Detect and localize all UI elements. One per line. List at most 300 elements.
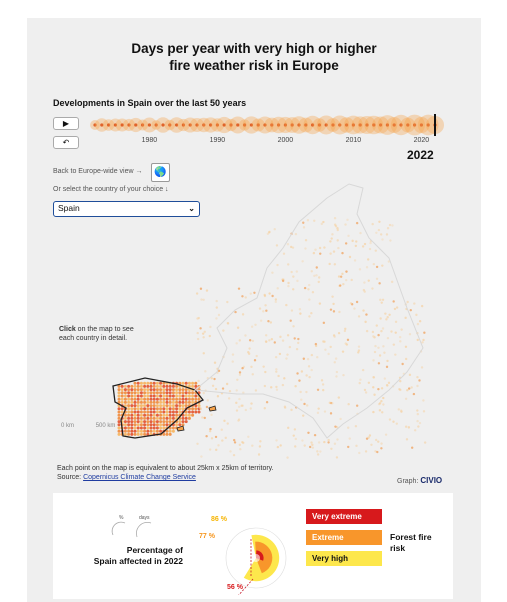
- heat-dot: [146, 414, 149, 417]
- heat-dot: [121, 401, 124, 404]
- heat-dot: [396, 306, 398, 308]
- heat-dot: [140, 433, 143, 436]
- heat-dot: [121, 398, 124, 401]
- heat-dot: [127, 433, 130, 436]
- heat-dot: [162, 395, 165, 398]
- pct-extreme: 77 %: [199, 533, 215, 540]
- heat-dot: [209, 448, 211, 450]
- heat-dot: [124, 430, 127, 433]
- heat-dot: [153, 414, 156, 417]
- heat-dot: [373, 263, 375, 265]
- heat-dot: [178, 420, 181, 423]
- heat-dot: [279, 444, 281, 446]
- heat-dot: [418, 379, 420, 381]
- heat-dot: [310, 312, 312, 314]
- heat-dot: [371, 223, 373, 225]
- heat-dot: [229, 390, 231, 392]
- heat-dot: [408, 387, 410, 389]
- heat-dot: [254, 324, 256, 326]
- heat-dot: [182, 388, 185, 391]
- heat-dot: [364, 321, 366, 323]
- heat-dot: [156, 417, 159, 420]
- heat-dot: [317, 407, 319, 409]
- heat-dot: [318, 441, 320, 443]
- heat-dot: [130, 404, 133, 407]
- heat-dot: [313, 220, 315, 222]
- heat-dot: [204, 331, 206, 333]
- heat-dot: [316, 356, 318, 358]
- heat-dot: [150, 404, 153, 407]
- heat-dot: [169, 395, 172, 398]
- heat-dot: [118, 417, 121, 420]
- heat-dot: [143, 427, 146, 430]
- heat-dot: [351, 240, 353, 242]
- heat-dot: [355, 445, 357, 447]
- heat-dot: [394, 308, 396, 310]
- heat-dot: [414, 429, 416, 431]
- heat-dot: [290, 409, 292, 411]
- heat-dot: [309, 446, 311, 448]
- heat-dot: [294, 445, 296, 447]
- heat-dot: [311, 270, 313, 272]
- heat-dot: [214, 362, 216, 364]
- heat-dot: [203, 352, 205, 354]
- heat-dot: [166, 388, 169, 391]
- europe-view-button[interactable]: [151, 163, 170, 182]
- heat-dot: [404, 317, 406, 319]
- heat-dot: [143, 401, 146, 404]
- heat-dot: [379, 402, 381, 404]
- heat-dot: [153, 417, 156, 420]
- heat-dot: [182, 404, 185, 407]
- heat-dot: [140, 382, 143, 385]
- heat-dot: [355, 245, 357, 247]
- heat-dot: [118, 391, 121, 394]
- heat-dot: [134, 404, 137, 407]
- heat-dot: [150, 391, 153, 394]
- heat-dot: [328, 263, 330, 265]
- heat-dot: [191, 411, 194, 414]
- heat-dot: [156, 398, 159, 401]
- heat-dot: [345, 242, 347, 244]
- heat-dot: [215, 300, 217, 302]
- heat-dot: [267, 320, 269, 322]
- heat-dot: [408, 426, 410, 428]
- play-button[interactable]: [53, 117, 79, 130]
- heat-dot: [346, 219, 348, 221]
- heat-dot: [406, 389, 408, 391]
- heat-dot: [381, 387, 383, 389]
- heat-dot: [386, 366, 388, 368]
- heat-dot: [175, 385, 178, 388]
- heat-dot: [236, 379, 238, 381]
- heat-dot: [118, 420, 121, 423]
- heat-dot: [406, 301, 408, 303]
- heat-dot: [150, 407, 153, 410]
- heat-dot: [166, 420, 169, 423]
- heat-dot: [264, 371, 266, 373]
- heat-dot: [137, 385, 140, 388]
- heat-dot: [327, 441, 329, 443]
- heat-dot: [215, 317, 217, 319]
- timeline-dot[interactable]: [148, 123, 151, 126]
- heat-dot: [365, 313, 367, 315]
- heat-dot: [366, 330, 368, 332]
- heat-dot: [413, 393, 415, 395]
- heat-dot: [290, 246, 292, 248]
- heat-dot: [384, 312, 386, 314]
- heat-dot: [284, 406, 286, 408]
- heat-dot: [389, 224, 391, 226]
- heat-dot: [359, 268, 361, 270]
- heat-dot: [410, 309, 412, 311]
- heat-dot: [338, 396, 340, 398]
- heat-dot: [156, 427, 159, 430]
- heat-dot: [239, 444, 241, 446]
- heat-dot: [191, 391, 194, 394]
- heat-dot: [235, 402, 237, 404]
- heat-dot: [211, 437, 213, 439]
- heat-dot: [345, 342, 347, 344]
- heat-dot: [194, 407, 197, 410]
- heat-dot: [134, 430, 137, 433]
- heat-dot: [188, 391, 191, 394]
- heat-dot: [366, 266, 368, 268]
- heat-dot: [377, 334, 379, 336]
- heat-dot: [169, 391, 172, 394]
- heat-dot: [185, 414, 188, 417]
- heat-dot: [130, 427, 133, 430]
- heat-dot: [332, 303, 334, 305]
- heat-dot: [275, 368, 277, 370]
- heat-dot: [296, 372, 298, 374]
- heat-dot: [124, 433, 127, 436]
- heat-dot: [215, 449, 217, 451]
- heat-dot: [337, 247, 339, 249]
- heat-dot: [405, 346, 407, 348]
- heat-dot: [137, 414, 140, 417]
- heat-dot: [301, 370, 303, 372]
- heat-dot: [121, 407, 124, 410]
- heat-dot: [423, 410, 425, 412]
- heat-dot: [322, 389, 324, 391]
- heat-dot: [140, 417, 143, 420]
- heat-dot: [175, 391, 178, 394]
- heat-dot: [127, 407, 130, 410]
- heat-dot: [137, 433, 140, 436]
- heat-dot: [367, 436, 369, 438]
- heat-dot: [159, 417, 162, 420]
- heat-dot: [367, 258, 369, 260]
- heat-dot: [258, 453, 260, 455]
- heat-dot: [299, 391, 301, 393]
- mini-days-label: days: [139, 515, 150, 521]
- heat-dot: [185, 395, 188, 398]
- heat-dot: [127, 395, 130, 398]
- heat-dot: [217, 444, 219, 446]
- heat-dot: [137, 420, 140, 423]
- heat-dot: [398, 408, 400, 410]
- heat-dot: [134, 411, 137, 414]
- heat-dot: [159, 395, 162, 398]
- pct-very-extreme: 56 %: [227, 584, 243, 591]
- heat-dot: [146, 388, 149, 391]
- heat-dot: [359, 379, 361, 381]
- heat-dot: [162, 404, 165, 407]
- heat-dot: [292, 325, 294, 327]
- heat-dot: [172, 395, 175, 398]
- heat-dot: [227, 322, 229, 324]
- heat-dot: [365, 391, 367, 393]
- heat-dot: [162, 420, 165, 423]
- heat-dot: [298, 379, 300, 381]
- timeline-slider[interactable]: [87, 113, 447, 137]
- heat-dot: [373, 376, 375, 378]
- heat-dot: [372, 359, 374, 361]
- heat-dot: [262, 365, 264, 367]
- heat-dot: [301, 260, 303, 262]
- heat-dot: [162, 427, 165, 430]
- heat-dot: [370, 444, 372, 446]
- heat-dot: [233, 454, 235, 456]
- heat-dot: [169, 414, 172, 417]
- heat-dot: [201, 416, 203, 418]
- heat-dot: [175, 423, 178, 426]
- heat-dot: [172, 385, 175, 388]
- heat-dot: [275, 356, 277, 358]
- heat-dot: [188, 382, 191, 385]
- heat-dot: [172, 427, 175, 430]
- heat-dot: [223, 420, 225, 422]
- source-link[interactable]: Copernicus Climate Change Service: [83, 474, 196, 481]
- heat-dot: [150, 398, 153, 401]
- heat-dot: [349, 256, 351, 258]
- heat-dot: [321, 379, 323, 381]
- heat-dot: [178, 411, 181, 414]
- heat-dot: [341, 252, 343, 254]
- heat-dot: [143, 411, 146, 414]
- heat-dot: [382, 299, 384, 301]
- heat-dot: [140, 388, 143, 391]
- heat-dot: [262, 310, 264, 312]
- timeline-tick-label: 1980: [141, 137, 158, 144]
- heat-dot: [146, 423, 149, 426]
- heat-dot: [245, 296, 247, 298]
- heat-dot: [319, 450, 321, 452]
- heat-dot: [182, 401, 185, 404]
- heat-dot: [153, 430, 156, 433]
- legend-panel: [53, 493, 453, 599]
- heat-dot: [373, 336, 375, 338]
- back-to-europe-text: Back to Europe-wide view →: [53, 168, 143, 175]
- heat-dot: [299, 312, 301, 314]
- heat-dot: [416, 385, 418, 387]
- heat-dot: [305, 391, 307, 393]
- heat-dot: [162, 391, 165, 394]
- heat-dot: [146, 430, 149, 433]
- heat-dot: [290, 319, 292, 321]
- heat-dot: [378, 282, 380, 284]
- heat-dot: [419, 320, 421, 322]
- pct-very-high: 86 %: [211, 516, 227, 523]
- heat-dot: [380, 330, 382, 332]
- heat-dot: [143, 423, 146, 426]
- heat-dot: [130, 385, 133, 388]
- heat-dot: [156, 420, 159, 423]
- heat-dot: [311, 354, 313, 356]
- timeline-dot[interactable]: [236, 123, 239, 126]
- heat-dot: [188, 395, 191, 398]
- heat-dot: [153, 427, 156, 430]
- heat-dot: [156, 385, 159, 388]
- heat-dot: [264, 407, 266, 409]
- heat-dot: [140, 401, 143, 404]
- heat-dot: [226, 383, 228, 385]
- heat-dot: [134, 398, 137, 401]
- heat-dot: [182, 417, 185, 420]
- heat-dot: [297, 338, 299, 340]
- heat-dot: [172, 417, 175, 420]
- heat-dot: [239, 448, 241, 450]
- heat-dot: [127, 411, 130, 414]
- heat-dot: [299, 308, 301, 310]
- heat-dot: [143, 433, 146, 436]
- heat-dot: [287, 427, 289, 429]
- heat-dot: [295, 438, 297, 440]
- heat-dot: [134, 433, 137, 436]
- heat-dot: [146, 417, 149, 420]
- heat-dot: [196, 317, 198, 319]
- heat-dot: [140, 414, 143, 417]
- heat-dot: [344, 328, 346, 330]
- heat-dot: [121, 385, 124, 388]
- heat-dot: [127, 417, 130, 420]
- heat-dot: [331, 233, 333, 235]
- heat-dot: [362, 369, 364, 371]
- heat-dot: [268, 292, 270, 294]
- heat-dot: [146, 427, 149, 430]
- heat-dot: [260, 320, 262, 322]
- heat-dot: [194, 411, 197, 414]
- timeline-dot[interactable]: [134, 123, 137, 126]
- heat-dot: [182, 395, 185, 398]
- heat-dot: [182, 398, 185, 401]
- heat-dot: [419, 422, 421, 424]
- heat-dot: [335, 357, 337, 359]
- heat-dot: [358, 315, 360, 317]
- heat-dot: [118, 427, 121, 430]
- heat-dot: [143, 382, 146, 385]
- heat-dot: [415, 314, 417, 316]
- heat-dot: [384, 377, 386, 379]
- heat-dot: [379, 354, 381, 356]
- loop-button[interactable]: [53, 136, 79, 149]
- heat-dot: [137, 382, 140, 385]
- page-title: [27, 40, 481, 74]
- heat-dot: [286, 456, 288, 458]
- heat-dot: [130, 420, 133, 423]
- heat-dot: [166, 407, 169, 410]
- country-select[interactable]: [53, 201, 200, 217]
- heat-dot: [209, 430, 211, 432]
- heat-dot: [153, 395, 156, 398]
- timeline-dot[interactable]: [161, 123, 164, 126]
- heat-dot: [225, 437, 227, 439]
- heat-dot: [209, 326, 211, 328]
- heat-dot: [381, 238, 383, 240]
- heat-dot: [166, 417, 169, 420]
- heat-dot: [336, 227, 338, 229]
- heat-dot: [250, 407, 252, 409]
- heat-dot: [124, 391, 127, 394]
- heat-dot: [334, 425, 336, 427]
- heat-dot: [274, 228, 276, 230]
- footnote-line: Each point on the map is equivalent to about 25km x 25km of territory.: [57, 465, 274, 472]
- heat-dot: [124, 388, 127, 391]
- heat-dot: [341, 273, 343, 275]
- heat-dot: [375, 249, 377, 251]
- heat-dot: [159, 398, 162, 401]
- heat-dot: [146, 398, 149, 401]
- click-hint-text: on the map to see each country in detail.: [59, 326, 134, 342]
- heat-dot: [166, 433, 169, 436]
- heat-dot: [169, 433, 172, 436]
- heat-dot: [302, 222, 304, 224]
- heat-dot: [285, 357, 287, 359]
- heat-dot: [385, 318, 387, 320]
- heat-dot: [159, 411, 162, 414]
- timeline-dots: [90, 115, 444, 136]
- timeline-tick-label: 1990: [209, 137, 226, 144]
- heat-dot: [200, 298, 202, 300]
- heat-dot: [182, 382, 185, 385]
- legend-very-high: Very high: [306, 551, 382, 566]
- heat-dot: [245, 409, 247, 411]
- heat-dot: [118, 411, 121, 414]
- heat-dot: [314, 249, 316, 251]
- heat-dot: [337, 239, 339, 241]
- legend-extreme: Extreme: [306, 530, 382, 545]
- heat-dot: [130, 398, 133, 401]
- heat-dot: [374, 345, 376, 347]
- heat-dot: [271, 338, 273, 340]
- percentage-caption: [53, 545, 183, 567]
- heat-dot: [329, 346, 331, 348]
- heat-dot: [178, 391, 181, 394]
- heat-dot: [297, 342, 299, 344]
- heat-dot: [134, 407, 137, 410]
- heat-dot: [275, 301, 277, 303]
- heat-dot: [134, 388, 137, 391]
- heat-dot: [374, 351, 376, 353]
- heat-dot: [382, 327, 384, 329]
- heat-dot: [372, 331, 374, 333]
- heat-dot: [237, 327, 239, 329]
- heat-dot: [209, 428, 211, 430]
- heat-dot: [347, 427, 349, 429]
- heat-dot: [159, 430, 162, 433]
- heat-dot: [162, 407, 165, 410]
- heat-dot: [159, 414, 162, 417]
- heat-dot: [336, 456, 338, 458]
- heat-dot: [321, 223, 323, 225]
- heat-dot: [275, 439, 277, 441]
- heat-dot: [153, 401, 156, 404]
- heat-dot: [334, 263, 336, 265]
- heat-dot: [239, 374, 241, 376]
- heat-dot: [153, 382, 156, 385]
- heat-dot: [118, 423, 121, 426]
